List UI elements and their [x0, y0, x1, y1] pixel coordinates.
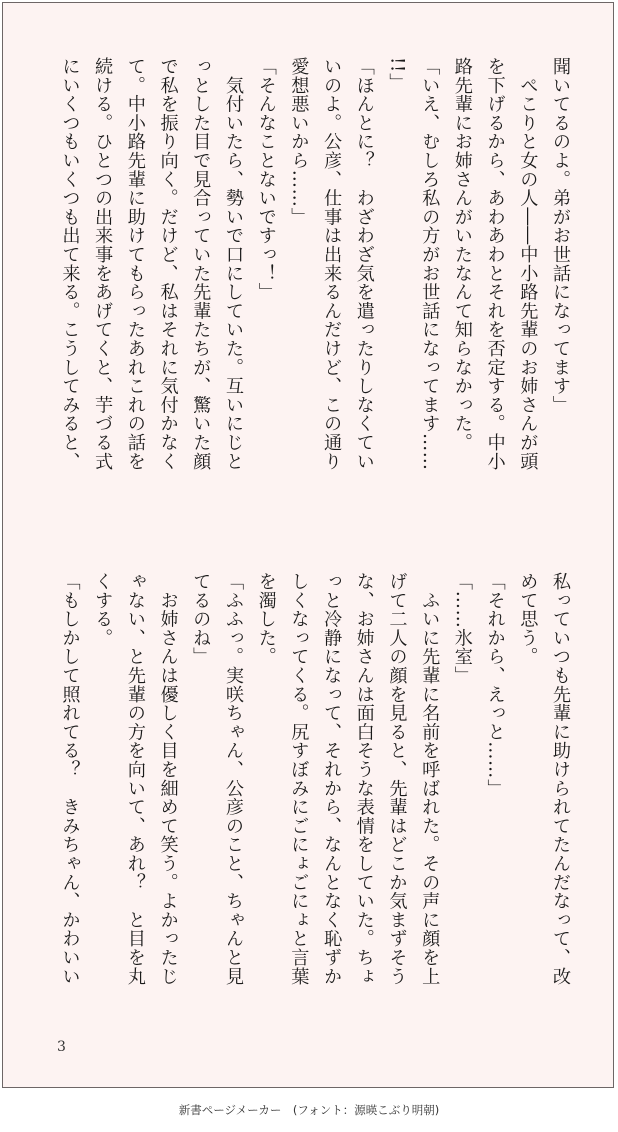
- text-line: ぺこりと女の人――中小路先輩のお姉さんが頭: [517, 57, 539, 471]
- text-line: っとした目で見合っていた先輩たちが、驚いた顔: [190, 57, 212, 471]
- text-line: な、お姉さんは面白そうな表情をしていた。ちょ: [353, 572, 375, 986]
- text-line: 私っていつも先輩に助けられてたんだなって、改: [550, 572, 571, 986]
- text-line: 気付いたら、勢いで口にしていた。互いにじと: [222, 57, 244, 471]
- text-line: しくなってくる。尻すぼみにごにょごにょと言葉: [288, 572, 310, 986]
- text-line: げて二人の顔を見ると、先輩はどこか気まずそう: [386, 572, 408, 986]
- text-line: っと冷静になって、それから、なんとなく恥ずか: [321, 572, 343, 986]
- text-line: いのよ。公彦、仕事は出来るんだけど、この通り: [321, 57, 343, 471]
- text-line: お姉さんは優しく目を細めて笑う。よかったじ: [157, 572, 179, 986]
- text-line: 「もしかして照れてる？ きみちゃん、かわいい: [59, 572, 81, 986]
- text-line: を下げるから、あわあわとそれを否定する。中小: [484, 57, 506, 471]
- footer-credit: 新書ページメーカー (フォント：源暎こぶり明朝): [178, 1103, 440, 1117]
- text-line: めて思う。: [517, 572, 539, 666]
- text-line: 愛想悪いから……」: [288, 57, 310, 227]
- text-line: 「そんなことないですっ！」: [255, 57, 277, 302]
- text-line: にいくつもいくつも出て来る。こうしてみると、: [59, 57, 81, 471]
- text-line: てるのね」: [190, 572, 212, 666]
- text-line: 「……氷室」: [451, 572, 473, 685]
- text-line: くする。: [92, 572, 114, 648]
- text-line: ゃない、と先輩の方を向いて、あれ？ と目を丸: [124, 572, 146, 986]
- text-line: 「ほんとに？ わざわざ気を遣ったりしなくてい: [353, 57, 375, 471]
- text-line: 「それから、えっと……」: [484, 572, 506, 798]
- text-line: 続ける。ひとつの出来事をあげてくと、芋づる式: [92, 57, 114, 471]
- text-block-upper: [53, 57, 576, 527]
- text-line: 聞いてるのよ。弟がお世話になってます」: [550, 57, 571, 415]
- text-line: で私を振り向く。だけど、私はそれに気付かなく: [157, 57, 179, 471]
- text-line: ふいに先輩に名前を呼ばれた。その声に顔を上: [419, 572, 441, 986]
- text-line: 路先輩にお姉さんがいたなんて知らなかった。: [451, 57, 473, 452]
- text-block-lower: [53, 572, 576, 1042]
- text-line: !!」: [386, 57, 408, 92]
- text-line: を濁した。: [255, 572, 277, 666]
- text-line: 「いえ、むしろ私の方がお世話になってます……: [419, 57, 441, 471]
- book-page: [2, 2, 614, 1088]
- page-number: 3: [57, 1039, 66, 1055]
- text-line: 「ふふっ。実咲ちゃん、公彦のこと、ちゃんと見: [222, 572, 244, 986]
- text-line: て。中小路先輩に助けてもらったあれこれの話を: [124, 57, 146, 471]
